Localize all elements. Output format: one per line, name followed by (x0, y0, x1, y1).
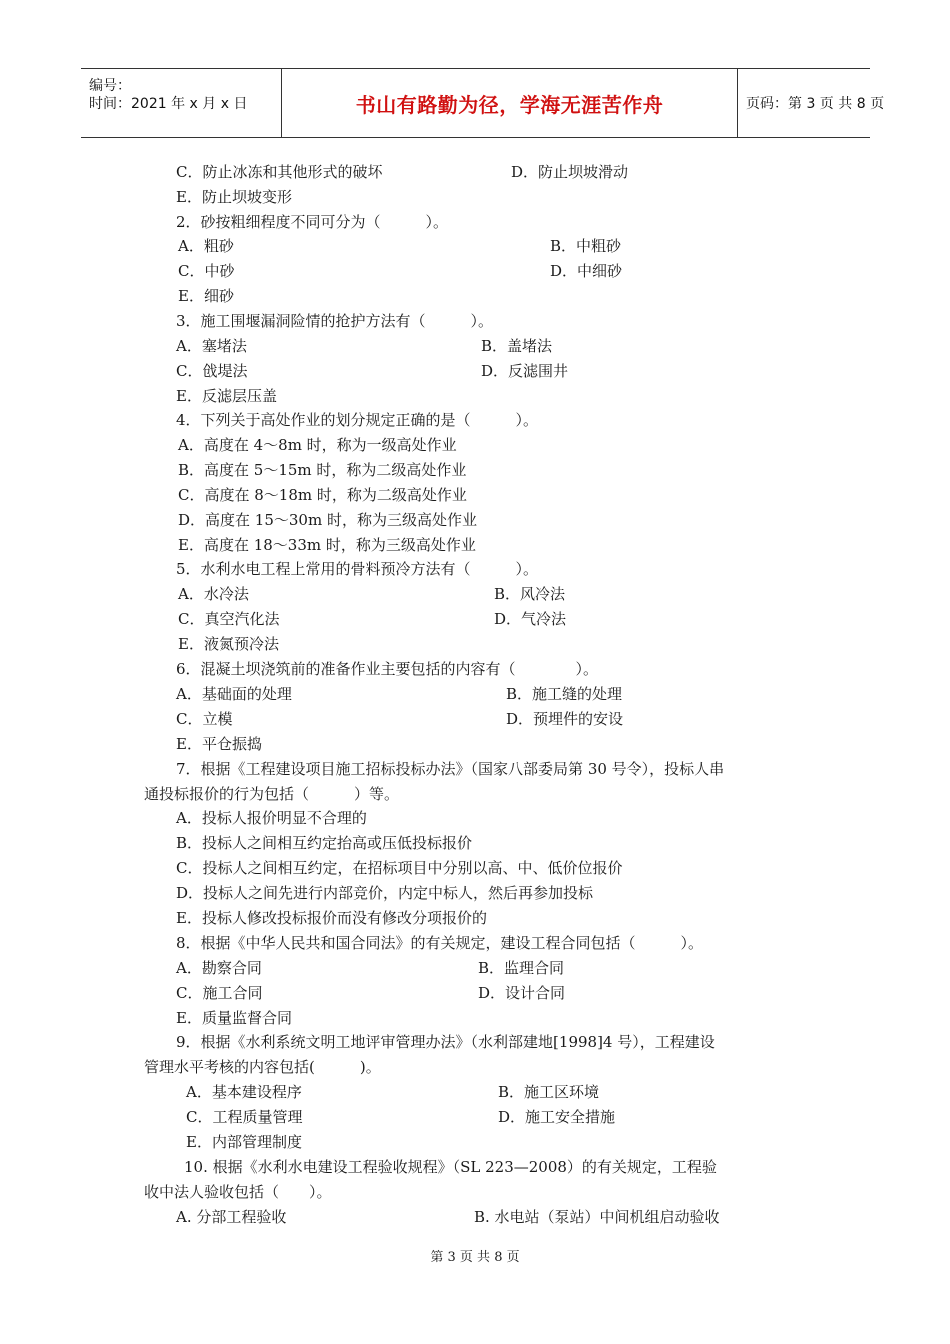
text-line: B．高度在 5～15m 时，称为二级高处作业 (178, 461, 467, 479)
header-motto-cell (281, 69, 738, 137)
text-line: E．防止坝坡变形 (176, 188, 292, 206)
text-line: E．内部管理制度 (186, 1133, 302, 1151)
text-line: C．中砂 (178, 262, 235, 280)
document-number-label: 编号： (89, 78, 131, 94)
text-line: D．高度在 15～30m 时，称为三级高处作业 (178, 511, 477, 529)
header-page-cell (736, 69, 885, 137)
text-line: D．预埋件的安设 (506, 710, 624, 728)
text-line: E．投标人修改投标报价而没有修改分项报价的 (176, 909, 487, 927)
text-line: D．中细砂 (550, 262, 623, 280)
text-line: B．施工区环境 (498, 1083, 600, 1101)
text-line: A．基本建设程序 (186, 1083, 302, 1101)
text-line: C．投标人之间相互约定，在招标项目中分别以高、中、低价位报价 (176, 859, 623, 877)
text-line: D．投标人之间先进行内部竞价，内定中标人，然后再参加投标 (176, 884, 594, 902)
text-line: D．设计合同 (478, 984, 566, 1002)
text-line: A．水冷法 (178, 585, 249, 603)
text-line: D．施工安全措施 (498, 1108, 616, 1126)
text-line: 10. 根据《水利水电建设工程验收规程》（SL 223—2008）的有关规定，工程验 (184, 1158, 717, 1176)
text-line: E．液氮预冷法 (178, 635, 279, 653)
text-line: C．高度在 8～18m 时，称为二级高处作业 (178, 486, 467, 504)
text-line: D．气冷法 (494, 610, 567, 628)
text-line: C．戗堤法 (176, 362, 248, 380)
text-line: 5．水利水电工程上常用的骨料预冷方法有（ ）。 (176, 560, 539, 578)
text-line: E．质量监督合同 (176, 1009, 292, 1027)
text-line: D．反滤围井 (481, 362, 569, 380)
header-meta (81, 69, 281, 137)
text-line: 收中法人验收包括（ ）。 (144, 1183, 332, 1201)
text-line: C．工程质量管理 (186, 1108, 303, 1126)
text-line: 管理水平考核的内容包括( )。 (144, 1058, 381, 1076)
text-line: A．勘察合同 (176, 959, 262, 977)
text-line: A. 分部工程验收 (176, 1208, 287, 1226)
text-line: B．风冷法 (494, 585, 566, 603)
text-line: 4．下列关于高处作业的划分规定正确的是（ ）。 (176, 411, 539, 429)
text-line: D．防止坝坡滑动 (511, 163, 629, 181)
text-line: A．基础面的处理 (176, 685, 292, 703)
text-line: 6．混凝土坝浇筑前的准备作业主要包括的内容有（ ）。 (176, 660, 599, 678)
text-line: A．投标人报价明显不合理的 (176, 809, 367, 827)
text-line: 8．根据《中华人民共和国合同法》的有关规定，建设工程合同包括（ ）。 (176, 934, 704, 952)
text-line: 9．根据《水利系统文明工地评审管理办法》（水利部建地[1998]4 号），工程建设 (176, 1033, 715, 1051)
header-page-number: 页码：第 3 页 共 8 页 (746, 96, 885, 112)
text-line: C．立模 (176, 710, 233, 728)
document-date-label: 时间：2021 年 x 月 x 日 (89, 96, 248, 112)
text-line: 2．砂按粗细程度不同可分为（ ）。 (176, 213, 449, 231)
text-line: E．高度在 18～33m 时，称为三级高处作业 (178, 536, 476, 554)
text-line: C．真空汽化法 (178, 610, 280, 628)
text-line: E．平仓振捣 (176, 735, 262, 753)
text-line: B．施工缝的处理 (506, 685, 623, 703)
header-motto: 书山有路勤为径，学海无涯苦作舟 (355, 92, 664, 117)
text-line: C．防止冰冻和其他形式的破坏 (176, 163, 383, 181)
text-line: A．粗砂 (178, 237, 234, 255)
text-line: A．高度在 4～8m 时，称为一级高处作业 (178, 436, 457, 454)
page-footer: 第 3 页 共 8 页 (430, 1250, 520, 1265)
text-line: E．反滤层压盖 (176, 387, 277, 405)
text-line: B. 水电站（泵站）中间机组启动验收 (474, 1208, 720, 1226)
text-line: E．细砂 (178, 287, 234, 305)
text-line: 7．根据《工程建设项目施工招标投标办法》（国家八部委局第 30 号令），投标人串 (176, 760, 725, 778)
text-line: B．监理合同 (478, 959, 565, 977)
text-line: B．投标人之间相互约定抬高或压低投标报价 (176, 834, 473, 852)
page-header (81, 68, 885, 138)
text-line: 通投标报价的行为包括（ ）等。 (144, 785, 400, 803)
text-line: B．盖堵法 (481, 337, 553, 355)
text-line: B．中粗砂 (550, 237, 622, 255)
text-line: 3．施工围堰漏洞险情的抢护方法有（ ）。 (176, 312, 494, 330)
text-line: A．塞堵法 (176, 337, 247, 355)
text-line: C．施工合同 (176, 984, 263, 1002)
